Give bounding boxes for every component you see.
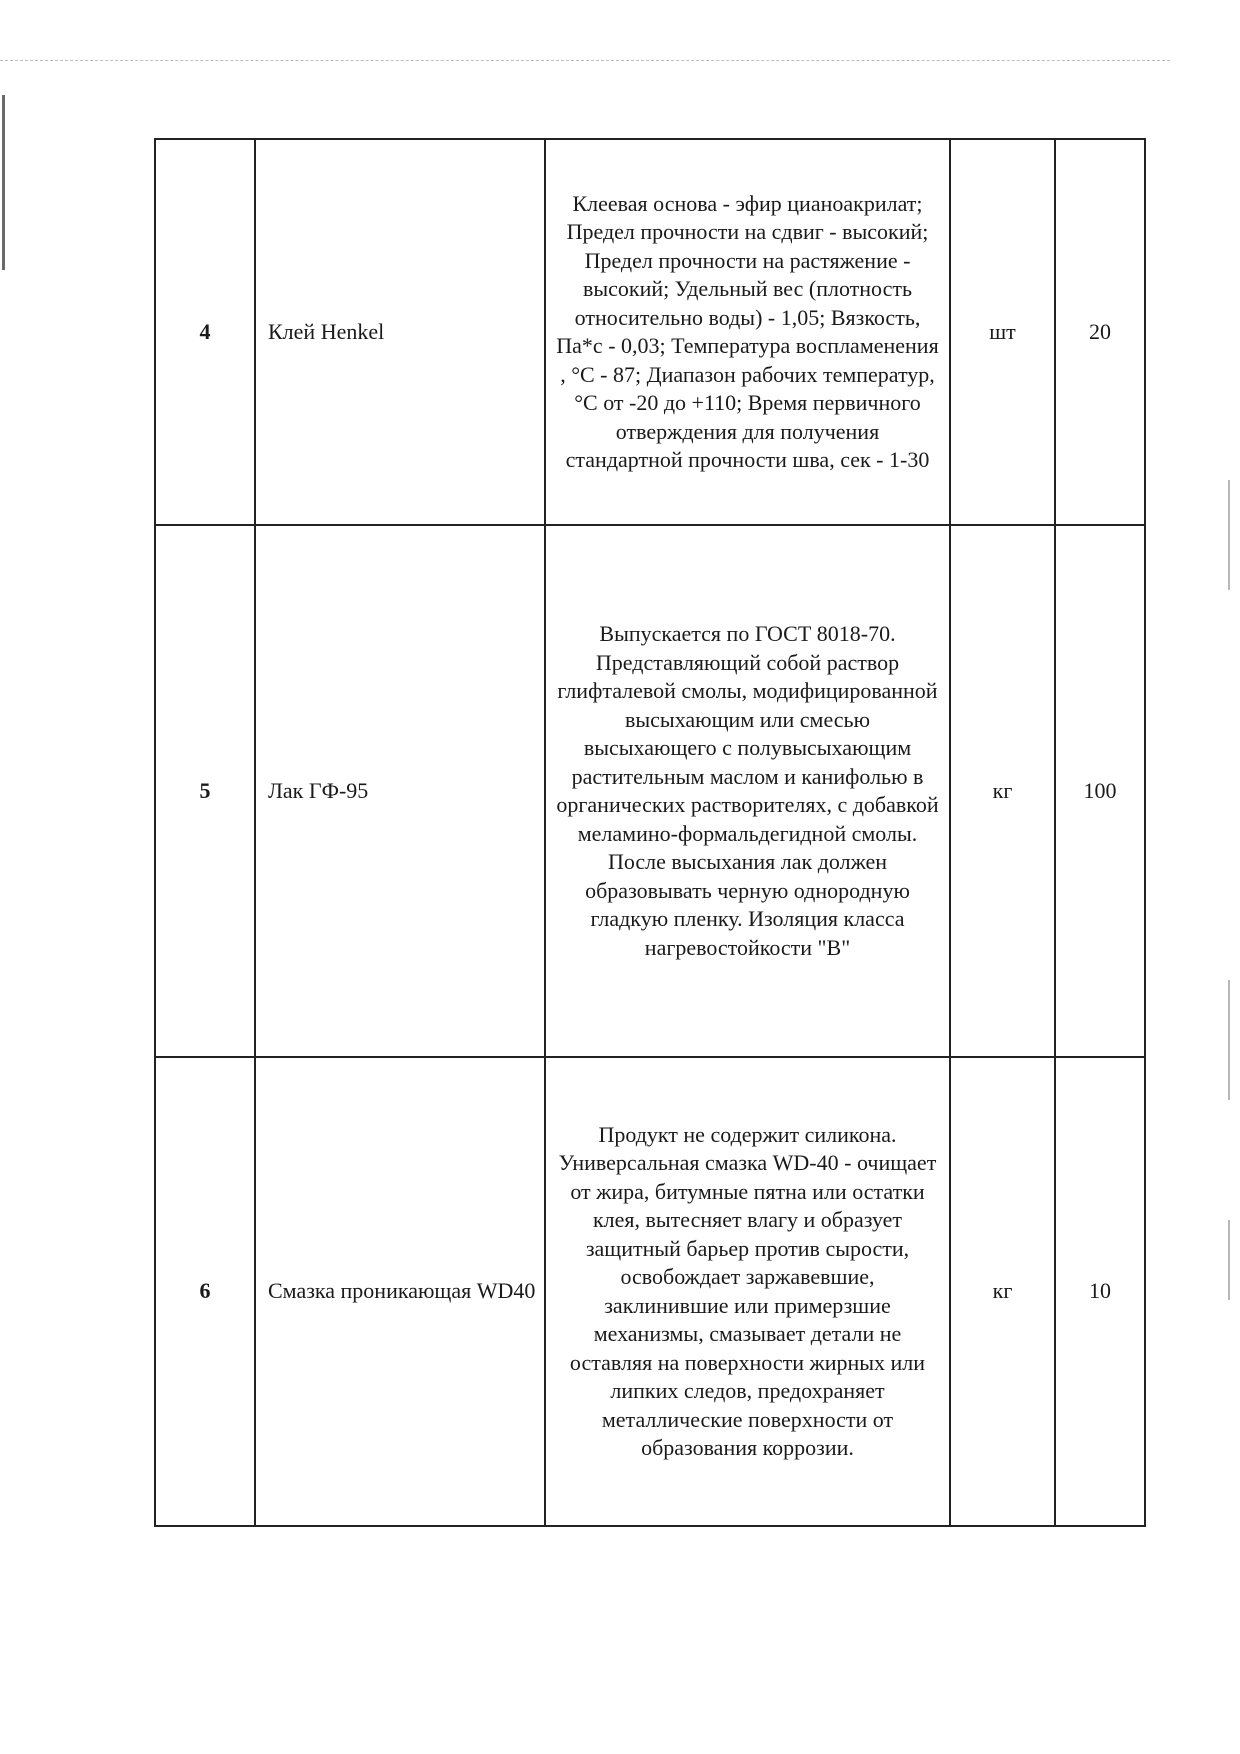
item-description: Выпускается по ГОСТ 8018-70. Представляющий собой раствор глифталевой смолы, модифицированной высыхающим или смесью высыхающего с полувысыхающим растительным маслом и канифолью в органических растворителях, с добавкой меламино-формальдегидной смолы. После высыхания лак должен образовывать черную однородную гладкую пленку. Изоляция класса нагревостойкости "В" <box>545 525 950 1057</box>
item-name: Клей Henkel <box>255 139 545 525</box>
row-number: 6 <box>155 1057 255 1526</box>
table-row <box>155 139 1145 525</box>
item-description: Продукт не содержит силикона. Универсальная смазка WD-40 - очищает от жира, битумные пятна или остатки клея, вытесняет влагу и образует защитный барьер против сырости, освобождает заржавевшие, заклинившие или примерзшие механизмы, смазывает детали не оставляя на поверхности жирных или липких следов, предохраняет металлические поверхности от образования коррозии. <box>545 1057 950 1526</box>
item-unit: шт <box>950 139 1055 525</box>
item-unit: кг <box>950 1057 1055 1526</box>
table-row <box>155 525 1145 1057</box>
row-number: 5 <box>155 525 255 1057</box>
scan-edge-mark <box>1228 1220 1230 1300</box>
scan-edge-mark <box>1228 980 1230 1100</box>
table-row <box>155 1057 1145 1526</box>
item-unit: кг <box>950 525 1055 1057</box>
scan-binding-mark <box>2 95 5 270</box>
item-name: Смазка проникающая WD40 <box>255 1057 545 1526</box>
item-quantity: 10 <box>1055 1057 1145 1526</box>
scan-edge-line <box>0 60 1170 61</box>
specification-table <box>154 138 1146 1527</box>
item-quantity: 20 <box>1055 139 1145 525</box>
scan-edge-mark <box>1228 480 1230 590</box>
item-quantity: 100 <box>1055 525 1145 1057</box>
row-number: 4 <box>155 139 255 525</box>
item-description: Клеевая основа - эфир цианоакрилат; Предел прочности на сдвиг - высокий; Предел прочности на растяжение - высокий; Удельный вес (плотность относительно воды) - 1,05; Вязкость, Па*с - 0,03; Температура воспламенения , °С - 87; Диапазон рабочих температур, °С от -20 до +110; Время первичного отверждения для получения стандартной прочности шва, сек - 1-30 <box>545 139 950 525</box>
item-name: Лак ГФ-95 <box>255 525 545 1057</box>
